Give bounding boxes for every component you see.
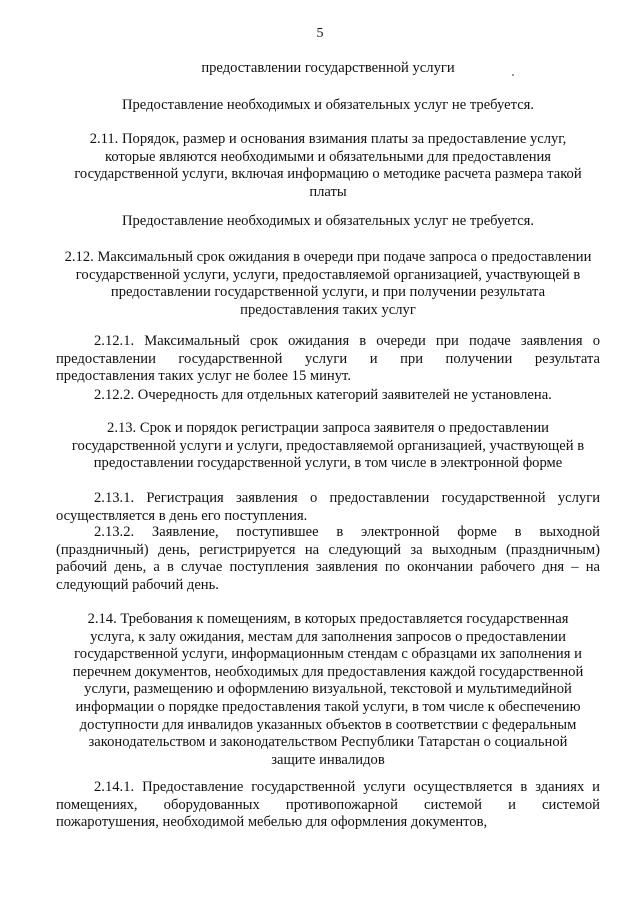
note-2-11-pre: [56, 97, 600, 115]
text-line: законодательством и законодательством Республики Татарстан о социальной: [88, 734, 568, 751]
paragraph-2-14-1: [56, 779, 600, 832]
paragraph-2-13-1: [56, 490, 600, 525]
text-line: государственной услуги, включая информацию о методике расчета размера такой: [74, 166, 582, 183]
text-line: государственной услуги и услуги, предоставляемой организацией, участвующей в: [71, 437, 585, 454]
text-line: государственной услуги, информационным стендам с образцами их заполнения и: [74, 646, 582, 663]
text-line: защите инвалидов: [271, 751, 385, 768]
text-line: 2.12. Максимальный срок ожидания в очереди при подаче запроса о предоставлении: [64, 249, 592, 265]
text-line: пожаротушения, необходимой мебелью для оформления документов,: [56, 814, 488, 831]
section-heading-2-11: [56, 131, 600, 201]
text-line: которые являются необходимыми и обязательными для предоставления: [104, 148, 552, 165]
text-line: (праздничный) день, регистрируется на следующий за выходным (праздничным): [56, 541, 600, 558]
page-number: 5: [316, 26, 324, 41]
text-line: информации о порядке предоставления такой услуги, в том числе к обеспечению: [75, 698, 581, 715]
paragraph-2-12-2: [56, 387, 600, 405]
section-heading-2-12: [56, 249, 600, 319]
text-line: предоставления таких услуг: [240, 301, 416, 318]
text-line: помещениях, оборудованных противопожарной системой и системой: [56, 796, 600, 813]
text-line: 2.13. Срок и порядок регистрации запроса заявителя о предоставлении: [107, 420, 549, 436]
text-line: 2.11. Порядок, размер и основания взимания платы за предоставление услуг,: [89, 131, 567, 147]
text-line: предоставлении государственной услуги, в том числе в электронной форме: [93, 455, 563, 472]
heading-continuation: [56, 60, 600, 78]
text-line: предоставлении государственной услуги, и при получении результата: [110, 284, 546, 301]
text-line: 2.14.1. Предоставление государственной услуги осуществляется в зданиях и: [94, 779, 600, 795]
section-heading-2-14: [56, 611, 600, 769]
text-line: рабочий день, а в случае поступления заявления по окончании рабочего дня – на: [56, 559, 600, 576]
text-line: 2.12.1. Максимальный срок ожидания в очереди при подаче заявления о: [94, 333, 600, 349]
text-line: услуги, размещению и оформлению визуальной, текстовой и мультимедийной: [84, 681, 572, 698]
text-line: следующий рабочий день.: [56, 576, 219, 593]
text-line: предоставления таких услуг не более 15 минут.: [56, 368, 351, 385]
text-line: 2.13.1. Регистрация заявления о предоставлении государственной услуги: [94, 490, 600, 506]
paragraph-2-13-2: [56, 524, 600, 594]
text-line: предоставлении государственной услуги: [201, 60, 455, 76]
text-line: 2.13.2. Заявление, поступившее в электронной форме в выходной: [94, 524, 600, 540]
text-line: 2.14. Требования к помещениям, в которых предоставляется государственная: [87, 611, 569, 627]
text-line: доступности для инвалидов указанных объектов в соответствии с федеральным: [79, 716, 577, 733]
text-line: платы: [309, 183, 347, 200]
text-line: осуществляется в день его поступления.: [56, 507, 308, 524]
text-line: Предоставление необходимых и обязательных услуг не требуется.: [121, 213, 535, 229]
note-2-11: [56, 213, 600, 231]
section-heading-2-13: [56, 420, 600, 473]
text-line: 2.12.2. Очередность для отдельных категорий заявителей не установлена.: [94, 387, 552, 403]
text-line: услуга, к залу ожидания, местам для заполнения запросов о предоставлении: [90, 628, 566, 645]
text-line: государственной услуги, услуги, предоставляемой организацией, участвующей в: [75, 266, 581, 283]
text-line: Предоставление необходимых и обязательных услуг не требуется.: [121, 97, 535, 113]
text-line: перечнем документов, необходимых для предоставления каждой государственной: [72, 663, 584, 680]
text-line: предоставлении государственной услуги и при получении результата: [56, 350, 600, 367]
paragraph-2-12-1: [56, 333, 600, 386]
